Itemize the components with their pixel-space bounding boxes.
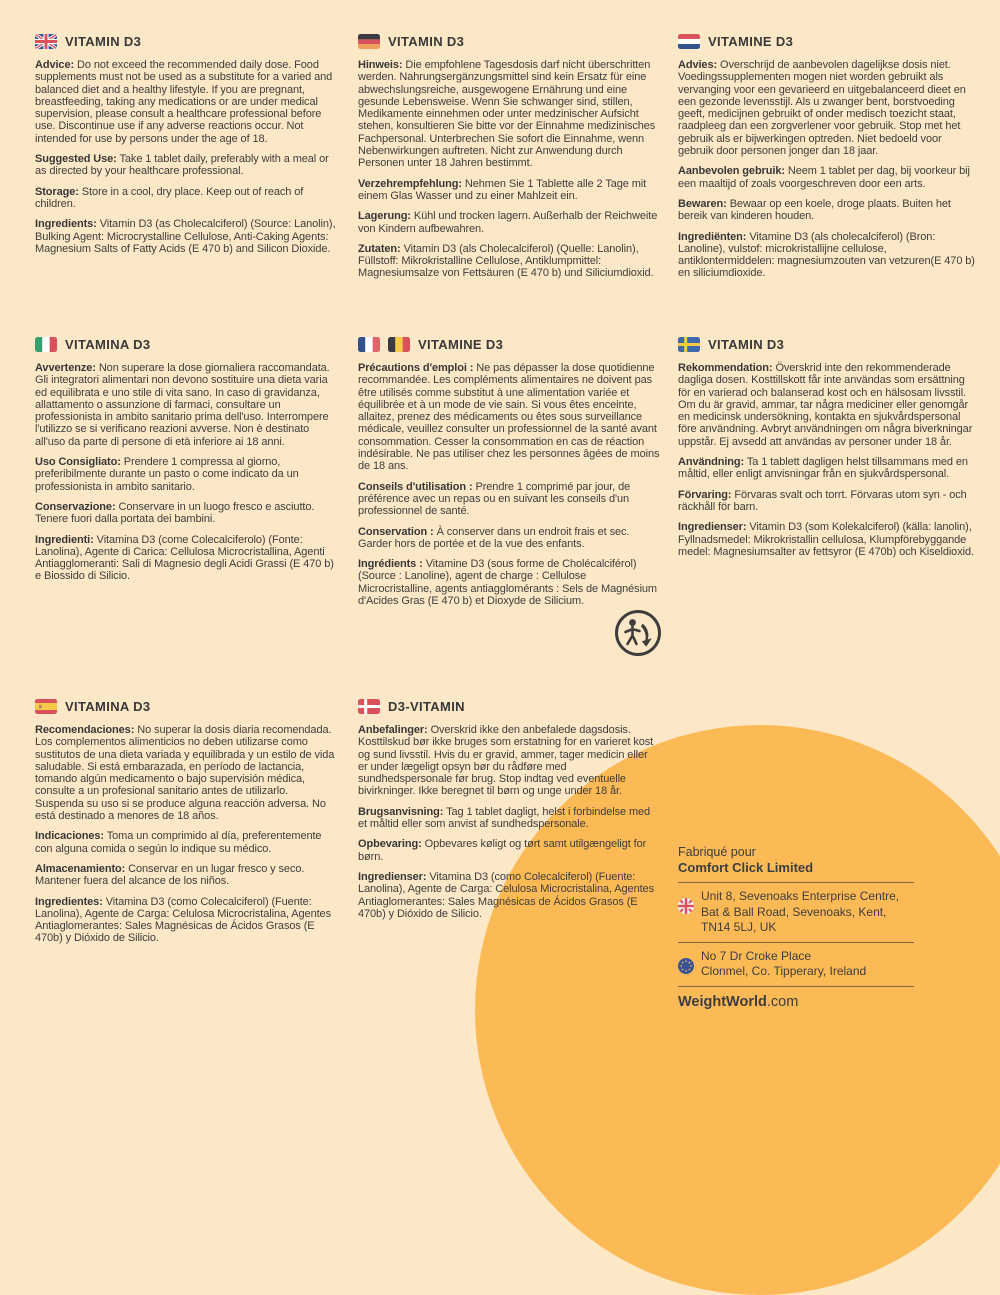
ingredients-paragraph: Ingredienser: Vitamin D3 (som Kolekalciferol) (källa: lanolin), Fyllnadsmedel: Mikrokristallin cellulosa, Klumpförebyggande medel: Magnesiumsalter av fettsyror (E 470b) och Kiseldioxid. (678, 521, 974, 558)
denmark-flag-icon (358, 699, 380, 714)
section-title: VITAMIN D3 (708, 337, 785, 352)
section-title: VITAMINE D3 (418, 337, 504, 352)
divider (678, 986, 914, 987)
advice-paragraph: Recomendaciones: No superar la dosis diaria recomendada. Los complementos alimenticios no deben utilizarse como sustitutos de una dieta variada y equilibrada y un estilo de vida saludable. Si está embarazada, en período de lactancia, tomando algún medicamento o bajo supervisión médica, consulte a un profesional sanitario antes de utilizarlo. Suspenda su uso si se produce alguna reacción adversa. No está destinado a menores de 18 años. (35, 724, 335, 823)
germany-flag-icon (358, 34, 380, 49)
suggested-use-paragraph: Suggested Use: Take 1 tablet daily, preferably with a meal or as directed by your healthcare professional. (35, 153, 329, 178)
storage-paragraph: Storage: Store in a cool, dry place. Keep out of reach of children. (35, 185, 304, 210)
advice-paragraph: Avvertenze: Non superare la dose giornaliera raccomandata. Gli integratori alimentari non devono sostituire una dieta varia ed equilibrata e uno stile di vita sano. In caso di gravidanza, allattamento o assunzione di farmaci, consultare un professionista in ambito sanitario prima dell'uso. Interrompere l'utilizzo se si verificano reazioni avverse. Non è destinato all'uso da parte di persone di età inferiore ai 18 anni. (35, 362, 330, 448)
section-title: VITAMIN D3 (65, 34, 142, 49)
made-for-label: Fabriqué pour (678, 845, 756, 859)
website-url: WeightWorld.com (678, 993, 799, 1010)
section-title: D3-VITAMIN (388, 699, 465, 714)
storage-paragraph: Opbevaring: Opbevares køligt og tørt samt utilgængeligt for børn. (358, 838, 647, 863)
suggested-use-paragraph: Uso Consigliato: Prendere 1 compressa al giorno, preferibilmente durante un pasto o come indicato da un professionista in ambito sanitario. (35, 456, 299, 493)
uk-address: Unit 8, Sevenoaks Enterprise Centre, Bat & Ball Road, Sevenoaks, Kent, TN14 5LJ, UK (701, 889, 900, 934)
divider (678, 882, 914, 883)
ingredients-paragraph: Ingredients: Vitamin D3 (as Cholecalciferol) (Source: Lanolin), Bulking Agent: Microcrystalline Cellulose, Anti-Caking Agents: Magnesium Salts of Fatty Acids (E 470 b) and Silicon Dioxide. (35, 218, 336, 255)
ingredients-paragraph: Ingrédients : Vitamine D3 (sous forme de Cholécalciférol) (Source : Lanoline), agent de charge : Cellulose Microcristalline, agents antiagglomérants : Sels de Magnésium d'Acides Gras (E 470 b) et Dioxyde de Silicium. (358, 558, 657, 608)
uk-flag-icon (35, 34, 57, 49)
france-flag-icon (358, 337, 380, 352)
uk-address-row (678, 889, 914, 936)
eu-flag-round-icon (678, 958, 694, 974)
spain-flag-icon (35, 699, 57, 714)
advice-paragraph: Hinweis: Die empfohlene Tagesdosis darf nicht überschritten werden. Nahrungsergänzungsmittel sind kein Ersatz für eine abwechslungsreiche, ausgewogene Ernährung und eine gesunde Lebensweise. Wenn Sie schwanger sind, stillen, Medikamente einnehmen oder unter medzinischer Aufsicht stehen, konsultieren Sie bitte vor der Einnahme medizinisches Fachpersonal. Unterbrechen Sie sofort die Einnahme, wenn Nebenwirkungen auftreten. Nicht zur Anwendung durch Personen unter 18 Jahren bestimmt. (358, 59, 656, 170)
suggested-use-paragraph: Användning: Ta 1 tablett dagligen helst tillsammans med en måltid, eller enligt anvisningar från en sjukvårdspersonal. (678, 456, 968, 481)
ingredients-paragraph: Ingredienser: Vitamina D3 (como Colecalciferol) (Fuente: Lanolina), Agente de Carga: Celulosa Microcristalina, Agentes Antiaglomerantes: Sales Magnésicas de Ácidos Grasos (E 470b) y Dióxido de Silicio. (358, 870, 654, 920)
suggested-use-paragraph: Conseils d'utilisation : Prendre 1 comprimé par jour, de préférence avec un repas ou en suivant les conseils d'un professionnel de santé. (358, 480, 631, 518)
section-spanish (35, 699, 337, 953)
advice-paragraph: Advice: Do not exceed the recommended daily dose. Food supplements must not be used as a substitute for a varied and balanced diet and a healthy lifestyle. If you are pregnant, breastfeeding, taking any medications or are under medical supervision, please consult a healthcare professional before use. Discontinue use if any adverse reactions occur. Not intended for use by persons under the age of 18. (35, 59, 333, 145)
section-german (358, 34, 660, 288)
ingredients-paragraph: Zutaten: Vitamin D3 (als Cholecalciferol) (Quelle: Lanolin), Füllstoff: Mikrokristalline Cellulose, Antiklumpmittel: Magnesiumsalze von Fettsäuren (E 470 b) und Siliciumdioxid. (358, 242, 654, 280)
storage-paragraph: Conservation : À conserver dans un endroit frais et sec. Garder hors de portée et de la vue des enfants. (358, 525, 630, 550)
ie-address: No 7 Dr Croke Place Clonmel, Co. Tipperary, Ireland (701, 948, 867, 978)
triman-recycling-icon (612, 606, 664, 658)
section-title: VITAMINA D3 (65, 337, 151, 352)
uk-flag-round-icon (678, 898, 694, 914)
section-danish (358, 699, 660, 928)
section-english (35, 34, 337, 263)
company-name: Comfort Click Limited (678, 860, 814, 875)
section-french (358, 337, 660, 615)
netherlands-flag-icon (678, 34, 700, 49)
section-title: VITAMIN D3 (388, 34, 465, 49)
storage-paragraph: Förvaring: Förvaras svalt och torrt. Förvaras utom syn - och räckhåll för barn. (678, 488, 967, 513)
divider (678, 942, 914, 943)
ie-address-row (678, 949, 914, 980)
suggested-use-paragraph: Indicaciones: Toma un comprimido al día, preferentemente con alguna comida o según lo indique su médico. (35, 830, 322, 855)
advice-paragraph: Rekommendation: Överskrid inte den rekommenderade dagliga dosen. Kosttillskott får inte användas som ersättning för en varierad och balanserad kost och en hälsosam livsstil. Om du är gravid, ammar, tar några mediciner eller genomgår en medicinsk undersökning, kontakta en sjukvårdspersonal före användning. Avbryt användningen om några biverkningar uppstår. Ej avsedd att användas av personer under 18 år. (678, 362, 973, 448)
storage-paragraph: Lagerung: Kühl und trocken lagern. Außerhalb der Reichweite von Kindern aufbewahren. (358, 210, 658, 235)
advice-paragraph: Anbefalinger: Overskrid ikke den anbefalede dagsdosis. Kosttilskud bør ikke bruges som erstatning for en varieret kost og sund livsstil. Hvis du er gravid, ammer, tager medicin eller er under lægeligt opsyn bør du rådføre med sundhedspersonale før brug. Stop indtag ved eventuelle bivirkninger. Ikke beregnet til børn og unge under 18 år. (358, 724, 654, 798)
sweden-flag-icon (678, 337, 700, 352)
section-dutch (678, 34, 976, 288)
advice-paragraph: Advies: Overschrijd de aanbevolen dagelijkse dosis niet. Voedingssupplementen mogen niet worden gebruikt als vervanging voor een gevarieerd en uitgebalanceerd dieet en een gezonde levensstijl. Als u zwanger bent, borstvoeding geeft, medicijnen gebruikt of onder medisch toezicht staat, raadpleeg dan een zorgverlener voor gebruik. Stop met het gebruik als er bijwerkingen optreden. Niet bedoeld voor gebruik door personen jonger dan 18 jaar. (678, 59, 966, 158)
suggested-use-paragraph: Brugsanvisning: Tag 1 tablet dagligt, helst i forbindelse med et måltid eller som anvist af sundhedspersonale. (358, 805, 651, 831)
ingredients-paragraph: Ingrediënten: Vitamine D3 (als cholecalciferol) (Bron: Lanoline), vulstof: microkristallijne cellulose, antiklontermiddelen: magnesiumzouten van vetzuren(E 470 b) en siliciumdioxide. (678, 230, 975, 280)
belgium-flag-icon (388, 337, 410, 352)
italy-flag-icon (35, 337, 57, 352)
manufacturer-block (678, 845, 914, 1010)
section-title: VITAMINA D3 (65, 699, 151, 714)
section-italian (35, 337, 337, 591)
ingredients-paragraph: Ingredienti: Vitamina D3 (come Colecalciferolo) (Fonte: Lanolina), Agente di Carica: Cellulosa Microcristallina, Agenti Antiagglomeranti: Sali di Magnesio degli Acidi Grassi (E 470 b) e Biossido di Silicio. (35, 533, 334, 583)
section-swedish (678, 337, 976, 566)
storage-paragraph: Almacenamiento: Conservar en un lugar fresco y seco. Mantener fuera del alcance de los niños. (35, 862, 305, 888)
storage-paragraph: Bewaren: Bewaar op een koele, droge plaats. Buiten het bereik van kinderen houden. (678, 197, 951, 223)
section-title: VITAMINE D3 (708, 34, 794, 49)
suggested-use-paragraph: Verzehrempfehlung: Nehmen Sie 1 Tablette alle 2 Tage mit einem Glas Wasser und zu einer Mahlzeit ein. (358, 177, 647, 202)
advice-paragraph: Précautions d'emploi : Ne pas dépasser la dose quotidienne recommandée. Les compléments alimentaires ne doivent pas être utilisés comme substitut à une alimentation variée et équilibrée et à un mode de vie sain. Si vous êtes enceinte, allaitez, prenez des médicaments ou êtes sous surveillance médicale, veuillez consulter un professionnel de la santé avant consommation. Cesser la consommation en cas de réaction indésirable. Ne pas utiliser chez les personnes âgées de moins de 18 ans. (358, 362, 660, 473)
suggested-use-paragraph: Aanbevolen gebruik: Neem 1 tablet per dag, bij voorkeur bij een maaltijd of zoals voorgeschreven door een arts. (678, 165, 970, 190)
ingredients-paragraph: Ingredientes: Vitamina D3 (como Colecalciferol) (Fuente: Lanolina), Agente de Carga: Celulosa Microcristalina, Agentes Antiaglomerantes: Sales Magnésicas de Ácidos Grasos (E 470b) y Dióxido de Silicio. (35, 895, 331, 945)
storage-paragraph: Conservazione: Conservare in un luogo fresco e asciutto. Tenere fuori dalla portata dei bambini. (35, 500, 315, 526)
